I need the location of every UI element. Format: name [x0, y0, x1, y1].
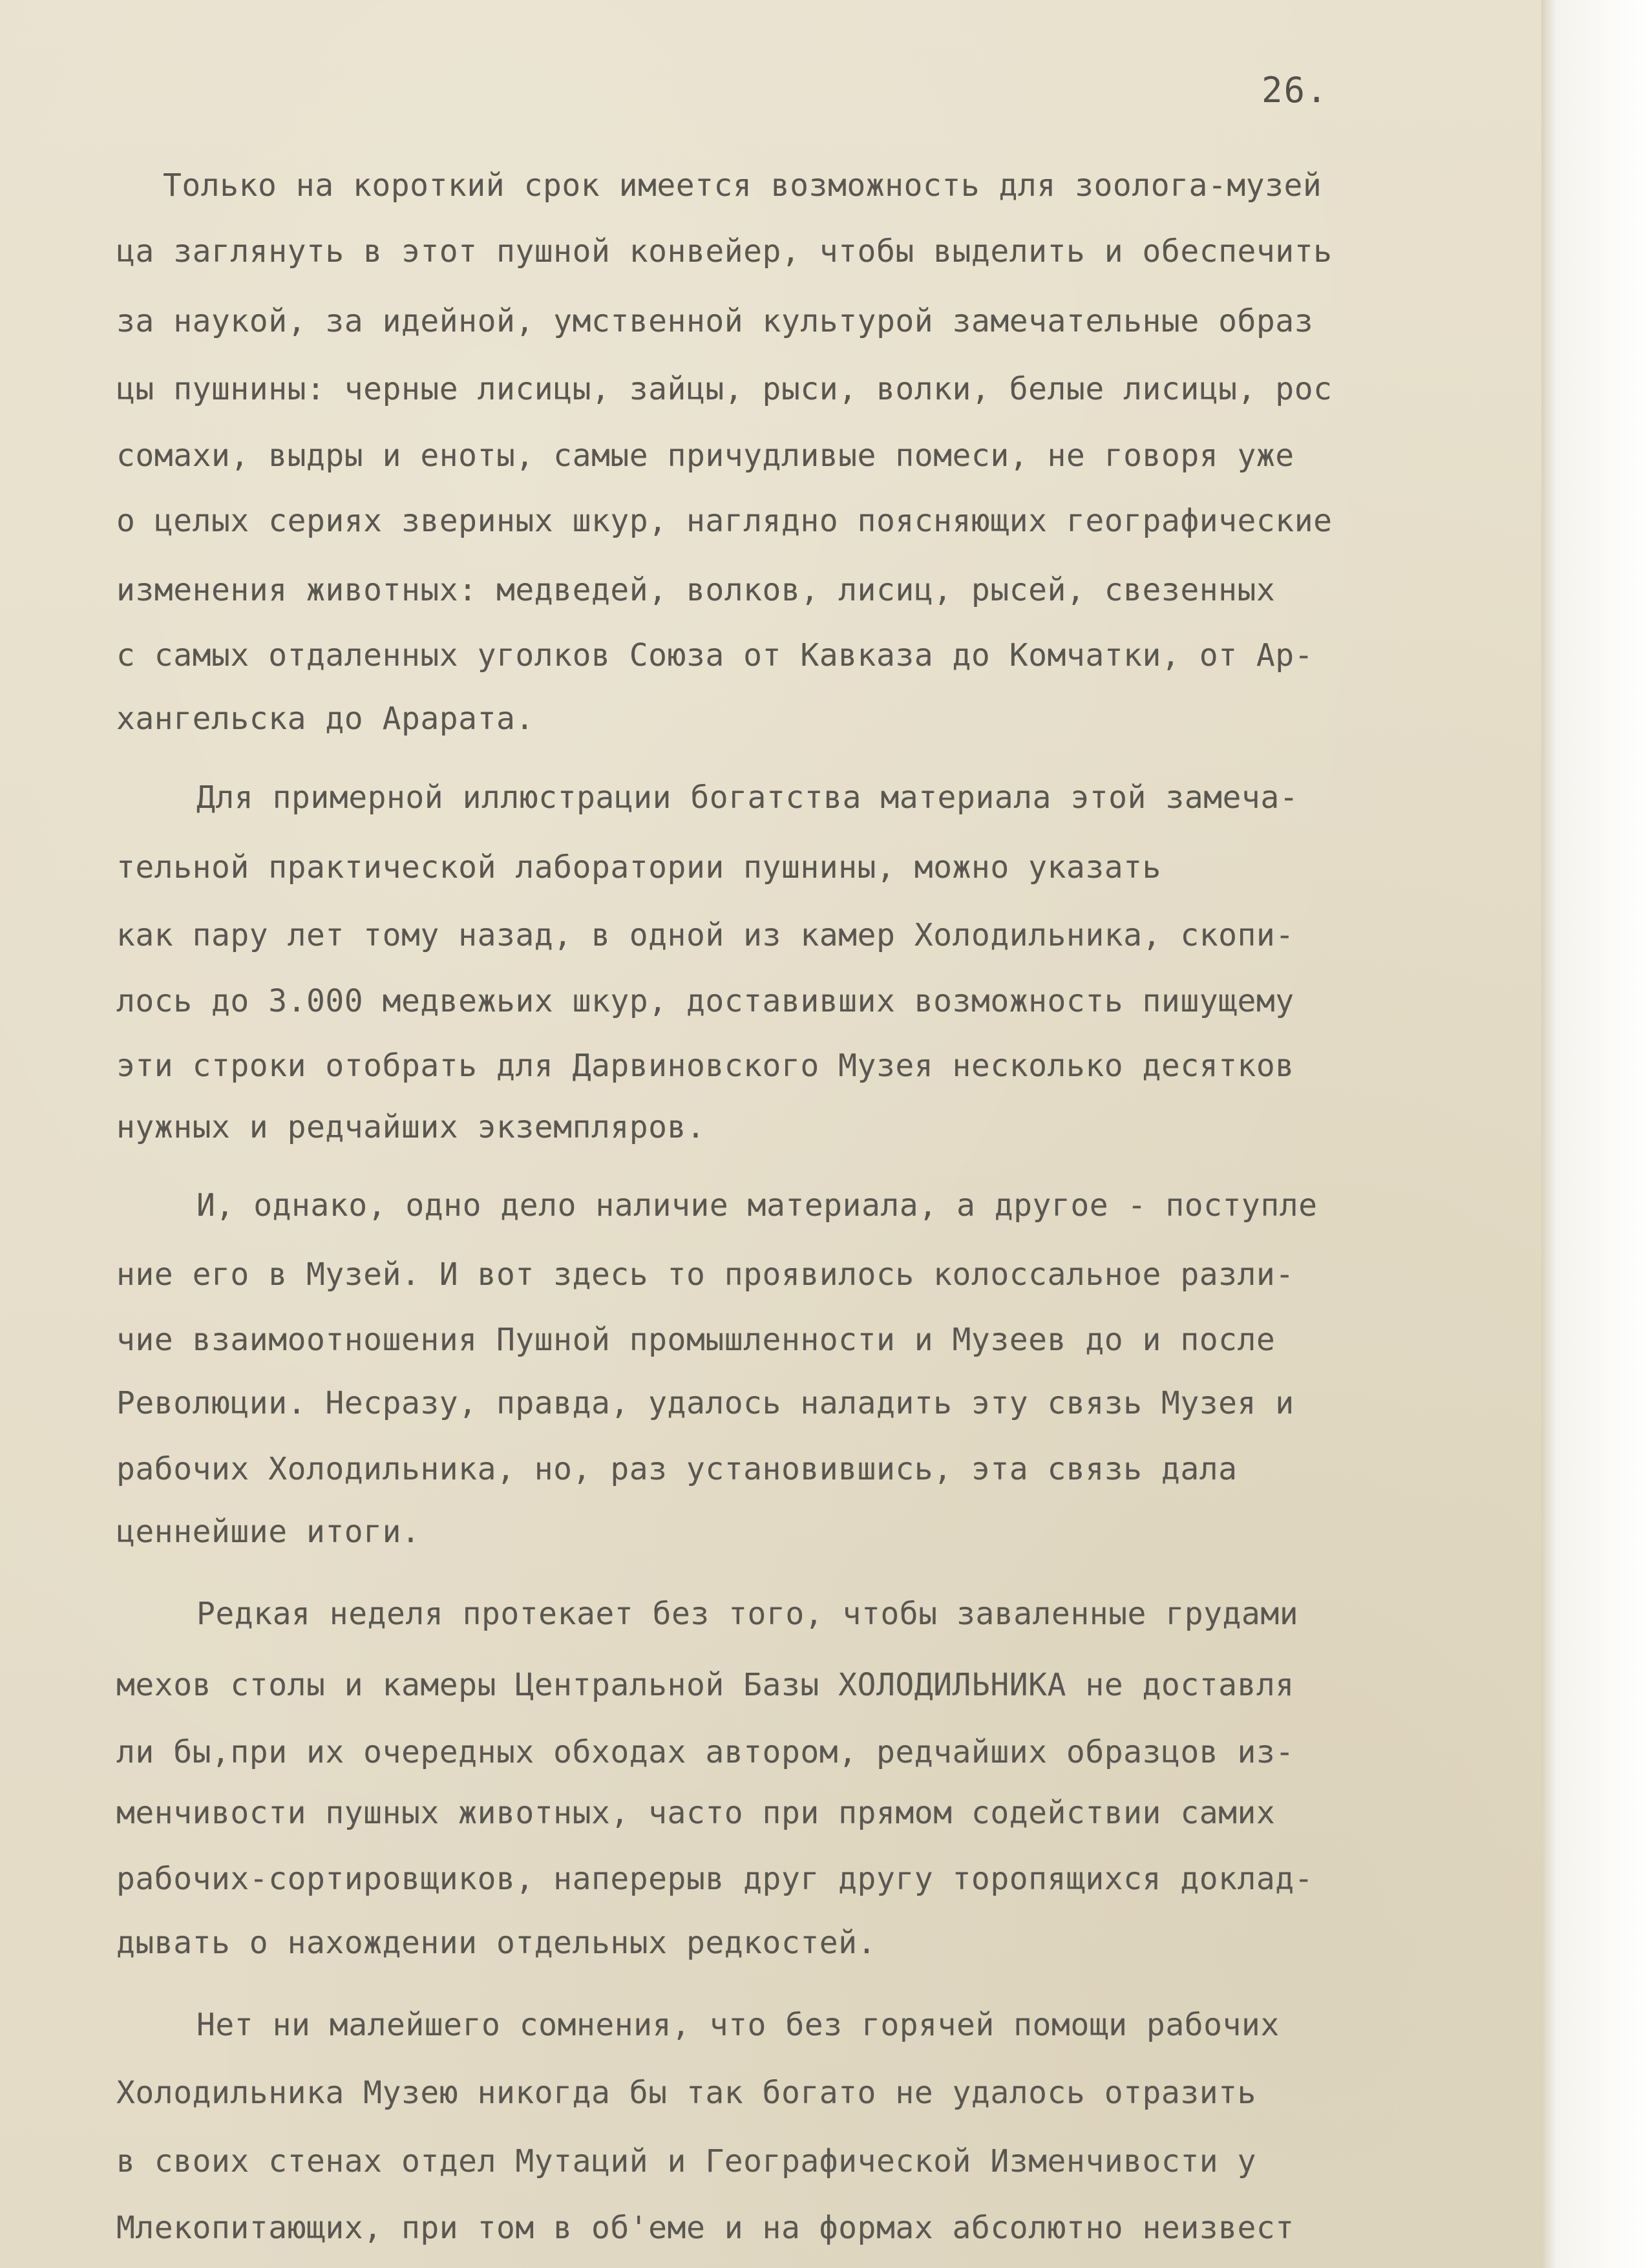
text-line: хангельска до Арарата.: [116, 701, 534, 737]
text-line: эти строки отобрать для Дарвиновского Музея несколько десятков: [116, 1048, 1294, 1084]
text-line: ценнейшие итоги.: [116, 1514, 421, 1550]
text-line: тельной практической лаборатории пушнины, можно указать: [116, 849, 1161, 885]
text-line: сомахи, выдры и еноты, самые причудливые помеси, не говоря уже: [116, 438, 1294, 474]
page-number: 26.: [1262, 70, 1329, 111]
text-line: цы пушнины: черные лисицы, зайцы, рыси, волки, белые лисицы, рос: [116, 371, 1333, 407]
text-line: как пару лет тому назад, в одной из камер Холодильника, скопи-: [116, 917, 1294, 953]
text-line: нужных и редчайших экземпляров.: [116, 1109, 706, 1145]
paragraph-start-line: Для примерной иллюстрации богатства материала этой замеча-: [196, 779, 1299, 816]
text-line: с самых отдаленных уголков Союза от Кавказа до Комчатки, от Ар-: [116, 637, 1314, 673]
text-line: Холодильника Музею никогда бы так богато не удалось отразить: [116, 2075, 1256, 2111]
text-line: Только на короткий срок имеется возможность для зоолога-музей: [163, 167, 1322, 204]
text-line: мехов столы и камеры Центральной Базы ХОЛОДИЛЬНИКА не доставля: [116, 1667, 1294, 1703]
text-line: Революции. Несразу, правда, удалось наладить эту связь Музея и: [116, 1385, 1294, 1421]
text-line: лось до 3.000 медвежьих шкур, доставивших возможность пишущему: [116, 983, 1294, 1019]
text-line: чие взаимоотношения Пушной промышленности и Музеев до и после: [116, 1322, 1276, 1358]
text-line: в своих стенах отдел Мутаций и Географической Изменчивости у: [116, 2143, 1256, 2179]
paragraph-start-line: Нет ни малейшего сомнения, что без горячей помощи рабочих: [196, 2007, 1280, 2043]
text-line: рабочих-сортировщиков, наперерыв друг другу торопящихся доклад-: [116, 1861, 1314, 1897]
text-line: изменения животных: медведей, волков, лисиц, рысей, свезенных: [116, 572, 1276, 608]
text-line: Млекопитающих, при том в об'еме и на формах абсолютно неизвест: [116, 2210, 1294, 2246]
text-line: ние его в Музей. И вот здесь то проявилось колоссальное разли-: [116, 1256, 1294, 1293]
text-line: ли бы,при их очередных обходах автором, редчайших образцов из-: [116, 1734, 1294, 1770]
text-line: дывать о нахождении отдельных редкостей.: [116, 1925, 876, 1961]
paragraph-start-line: И, однако, одно дело наличие материала, а другое - поступле: [196, 1187, 1318, 1224]
text-line: ца заглянуть в этот пушной конвейер, чтобы выделить и обеспечить: [116, 233, 1333, 270]
paragraph-start-line: Редкая неделя протекает без того, чтобы заваленные грудами: [196, 1596, 1299, 1632]
paper-right-edge: [1541, 0, 1648, 2268]
text-line: за наукой, за идейной, умственной культурой замечательные образ: [116, 303, 1314, 339]
text-line: рабочих Холодильника, но, раз установившись, эта связь дала: [116, 1451, 1238, 1487]
text-line: менчивости пушных животных, часто при прямом содействии самих: [116, 1795, 1276, 1831]
text-line: о целых сериях звериных шкур, наглядно поясняющих географические: [116, 503, 1333, 539]
